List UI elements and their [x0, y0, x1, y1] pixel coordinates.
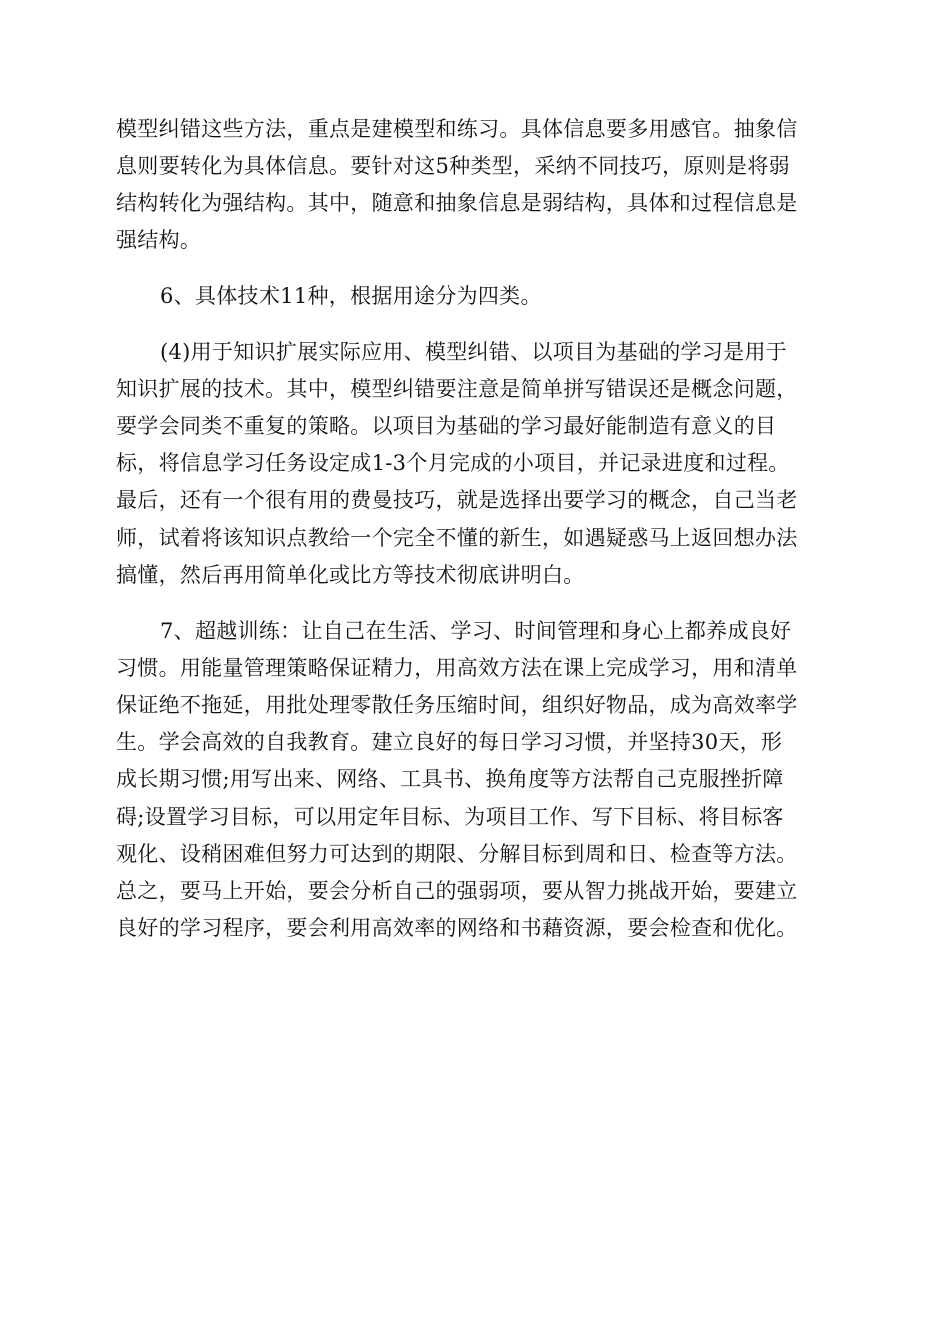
paragraph-2-line-1: 6、具体技术11种，根据用途分为四类。	[160, 284, 542, 308]
paragraph-4-line-5: 成长期习惯;用写出来、网络、工具书、换角度等方法帮自己克服挫折障	[116, 767, 784, 791]
paragraph-4-line-9: 良好的学习程序，要会利用高效率的网络和书藉资源，要会检查和优化。	[116, 916, 798, 940]
paragraph-4-line-7: 观化、设稍困难但努力可达到的期限、分解目标到周和日、检查等方法。	[116, 842, 798, 866]
paragraph-3-line-2: 知识扩展的技术。其中，模型纠错要注意是简单拼写错误还是概念问题，	[116, 377, 798, 401]
paragraph-4-line-1: 7、超越训练：让自己在生活、学习、时间管理和身心上都养成良好	[160, 619, 792, 643]
paragraph-1-line-1: 模型纠错这些方法，重点是建模型和练习。具体信息要多用感官。抽象信	[116, 117, 798, 141]
paragraph-3-line-3: 要学会同类不重复的策略。以项目为基础的学习最好能制造有意义的目	[116, 414, 777, 438]
paragraph-1-line-4: 强结构。	[116, 228, 202, 252]
paragraph-4-line-3: 保证绝不拖延，用批处理零散任务压缩时间，组织好物品，成为高效率学	[116, 693, 798, 717]
paragraph-3-line-1: (4)用于知识扩展实际应用、模型纠错、以项目为基础的学习是用于	[160, 340, 788, 364]
paragraph-1-line-2: 息则要转化为具体信息。要针对这5种类型，采纳不同技巧，原则是将弱	[116, 154, 790, 178]
paragraph-3-line-6: 师，试着将该知识点教给一个完全不懂的新生，如遇疑惑马上返回想办法	[116, 526, 798, 550]
paragraph-4-line-8: 总之，要马上开始，要会分析自己的强弱项，要从智力挑战开始，要建立	[116, 879, 798, 903]
paragraph-1-line-3: 结构转化为强结构。其中，随意和抽象信息是弱结构，具体和过程信息是	[116, 191, 798, 215]
paragraph-3-line-7: 搞懂，然后再用简单化或比方等技术彻底讲明白。	[116, 563, 585, 587]
paragraph-3-line-4: 标，将信息学习任务设定成1-3个月完成的小项目，并记录进度和过程。	[116, 451, 790, 475]
paragraph-4-line-2: 习惯。用能量管理策略保证精力，用高效方法在课上完成学习，用和清单	[116, 656, 798, 680]
paragraph-4-line-6: 碍;设置学习目标，可以用定年目标、为项目工作、写下目标、将目标客	[116, 805, 784, 829]
paragraph-4-line-4: 生。学会高效的自我教育。建立良好的每日学习习惯，并坚持30天，形	[116, 730, 783, 754]
paragraph-3-line-5: 最后，还有一个很有用的费曼技巧，就是选择出要学习的概念，自己当老	[116, 488, 798, 512]
